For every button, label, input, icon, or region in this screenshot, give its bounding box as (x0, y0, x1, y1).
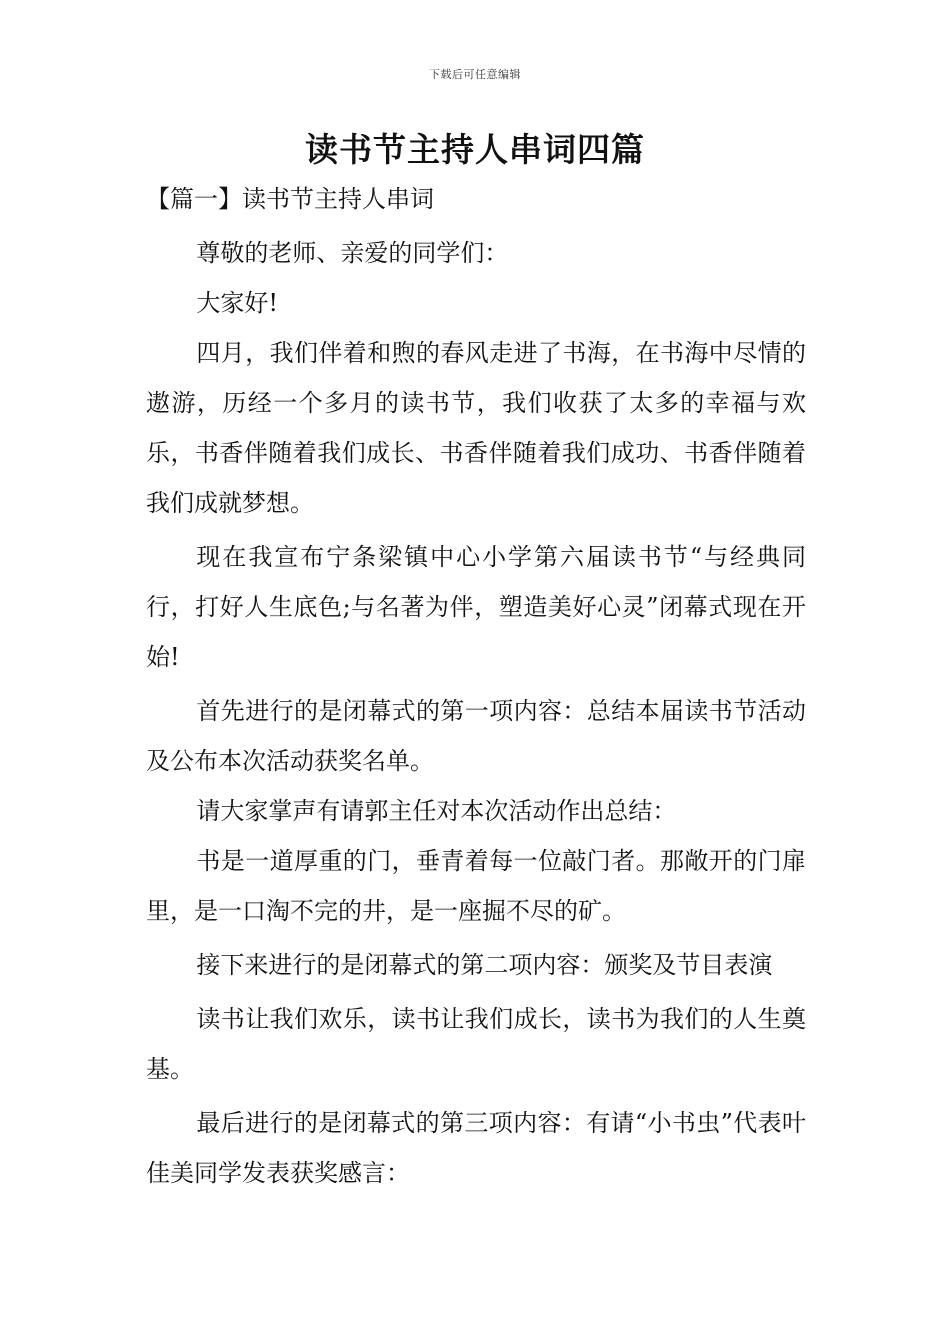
paragraph: 请大家掌声有请郭主任对本次活动作出总结： (196, 797, 677, 825)
paragraph: 现在我宣布宁条梁镇中心小学第六届读书节“与经典同行，打好人生底色;与名著为伴，塑造美好心灵”闭幕式现在开始! (146, 543, 806, 671)
paragraph: 首先进行的是闭幕式的第一项内容：总结本届读书节活动及公布本次活动获奖名单。 (146, 697, 806, 775)
paragraph: 最后进行的是闭幕式的第三项内容：有请“小书虫”代表叶佳美同学发表获奖感言： (146, 1109, 806, 1187)
document-body (146, 228, 806, 1198)
section-heading: 【篇一】读书节主持人串词 (146, 185, 434, 213)
paragraph: 四月，我们伴着和煦的春风走进了书海，在书海中尽情的遨游，历经一个多月的读书节，我们收获了太多的幸福与欢乐，书香伴随着我们成长、书香伴随着我们成功、书香伴随着我们成就梦想。 (146, 339, 806, 517)
header-note: 下载后可任意编辑 (429, 68, 521, 81)
document-title: 读书节主持人串词四篇 (305, 130, 645, 169)
paragraph: 大家好! (196, 289, 279, 317)
paragraph: 书是一道厚重的门，垂青着每一位敲门者。那敞开的门扉里，是一口淘不完的井，是一座掘不尽的矿。 (146, 847, 806, 925)
paragraph: 读书让我们欢乐，读书让我们成长，读书为我们的人生奠基。 (146, 1005, 806, 1083)
paragraph: 接下来进行的是闭幕式的第二项内容：颁奖及节目表演 (196, 951, 773, 979)
paragraph: 尊敬的老师、亲爱的同学们： (196, 239, 509, 267)
